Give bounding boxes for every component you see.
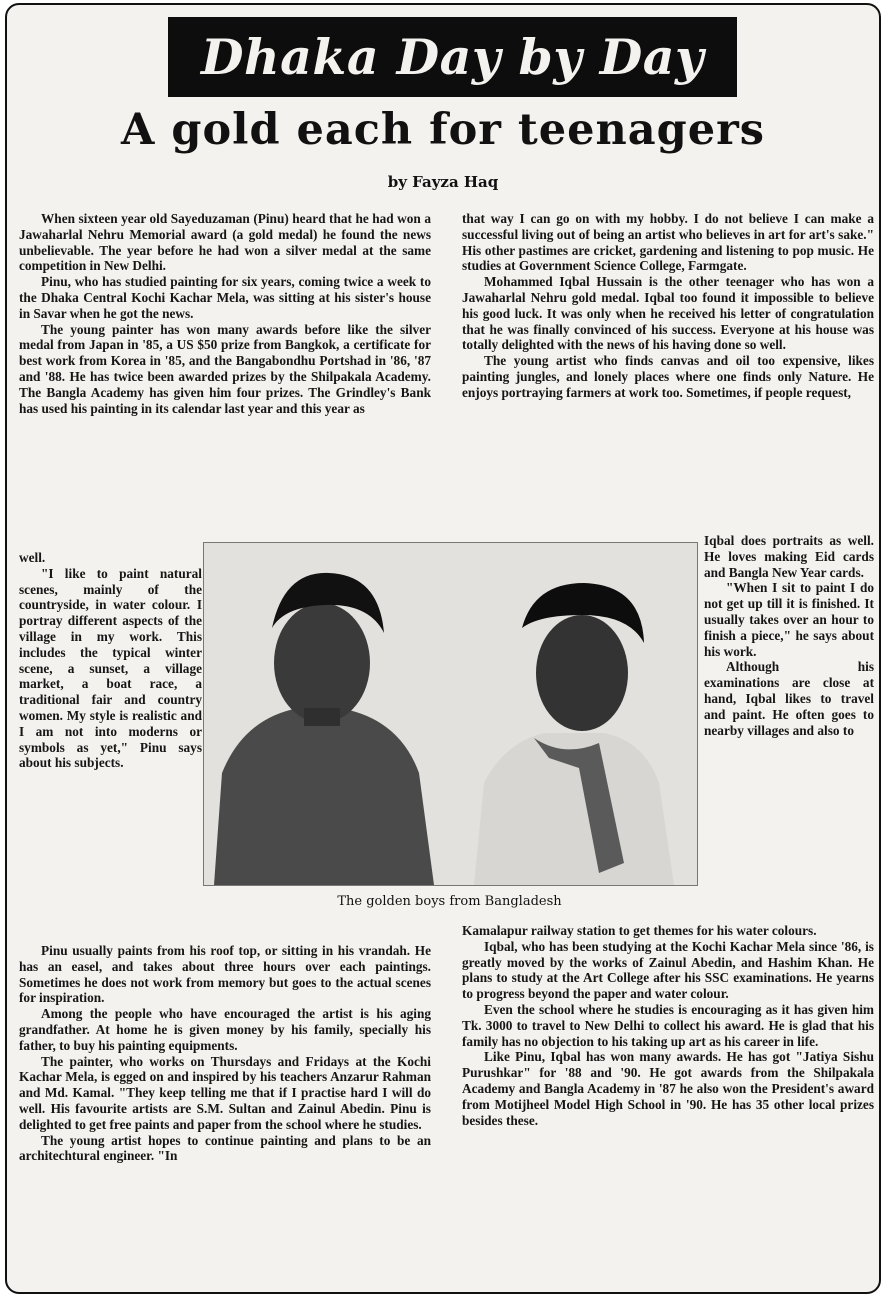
paragraph: Kamalapur railway station to get themes for his water colours. xyxy=(462,923,817,938)
paragraph: When sixteen year old Sayeduzaman (Pinu) heard that he had won a Jawaharlal Nehru Memorial award (a gold medal) he found the news unbelievable. The year before he had won a silver medal at the same competition in New Delhi. xyxy=(19,211,431,274)
paragraph: well. xyxy=(19,550,46,565)
newspaper-clipping xyxy=(5,3,881,1294)
paragraph: Like Pinu, Iqbal has won many awards. He has got "Jatiya Sishu Purushkar" for '88 and '90. He got awards from the Shilpakala Academy and Bangla Academy in '87 he also won the President's award from Motijheel Model High School in '90. He has 35 other local prizes besides these. xyxy=(462,1049,874,1128)
section-banner: Dhaka Day by Day xyxy=(168,17,737,97)
paragraph: "I like to paint natural scenes, mainly of the countryside, in water colour. I portray different aspects of the village in my work. This includes the typical winter scene, a sunset, a village market, a boat race, a traditional fair and country women. My style is realistic and I am not into moderns or symbols as yet," Pinu says about his subjects. xyxy=(19,565,202,771)
column-1-bottom xyxy=(19,943,431,1288)
photo-illustration xyxy=(204,543,697,885)
paragraph: Although his examinations are close at hand, Iqbal likes to travel and paint. He often goes to nearby villages and also to xyxy=(704,659,874,738)
column-1-top xyxy=(19,211,431,549)
paragraph: Iqbal, who has been studying at the Kochi Kachar Mela since '86, is greatly moved by the works of Zainul Abedin, and Hashim Khan. He plans to study at the Art College after his SSC examinations. He yearns to progress beyond the paper and water colour. xyxy=(462,938,874,1002)
column-2-wrap xyxy=(704,533,874,911)
paragraph: Pinu, who has studied painting for six years, coming twice a week to the Dhaka Central Kochi Kachar Mela, was sitting at his sister's house in Savar when he got the news. xyxy=(19,274,431,321)
byline: by Fayza Haq xyxy=(387,173,499,191)
paragraph: Iqbal does portraits as well. He loves making Eid cards and Bangla New Year cards. xyxy=(704,533,874,580)
paragraph: Mohammed Iqbal Hussain is the other teenager who has won a Jawaharlal Nehru gold medal. Iqbal too found it impossible to believe his good luck. It was only when he received his letter of congratulation that he was finally convinced of his success. Everyone at his house was totally delighted with the news of his having done so well. xyxy=(462,274,874,353)
paragraph: The young painter has won many awards before like the silver medal from Japan in '85, a US $50 prize from Bangkok, a certificate for best work from Korea in '85, and the Bangabondhu Portshad in '86, '87 and '88. He has twice been awarded prizes by the Shilpakala Academy. The Bangla Academy has given him four prizes. The Grindley's Bank has used his painting in its calendar last year and this year as xyxy=(19,321,431,416)
headline: A gold each for teenagers xyxy=(121,105,765,155)
paragraph: Among the people who have encouraged the artist is his aging grandfather. At home he is given money by his family, specially his father, to buy his painting equipments. xyxy=(19,1006,431,1053)
paragraph: that way I can go on with my hobby. I do not believe I can make a successful living out of being an artist who believes in art for art's sake." His other pastimes are cricket, gardening and listening to pop music. He studies at Government Science College, Farmgate. xyxy=(462,211,874,274)
paragraph: Pinu usually paints from his roof top, or sitting in his vrandah. He has an easel, and takes about three hours over each paintings. Sometimes he does not work from memory but goes to the actual scenes for inspiration. xyxy=(19,943,431,1006)
column-2-top xyxy=(462,211,874,533)
paragraph: "When I sit to paint I do not get up till it is finished. It usually takes over an hour to finish a piece," he says about his work. xyxy=(704,580,874,659)
paragraph: The young artist hopes to continue painting and plans to be an architechtural engineer. "In xyxy=(19,1132,431,1164)
photo-two-boys xyxy=(203,542,698,886)
paragraph: The young artist who finds canvas and oil too expensive, likes painting jungles, and lonely places where one finds only Nature. He enjoys portraying farmers at work too. Sometimes, if people request, xyxy=(462,353,874,400)
paragraph: The painter, who works on Thursdays and Fridays at the Kochi Kachar Mela, is egged on and inspired by his teachers Anzarur Rahman and Md. Kamal. "They keep telling me that if I practise hard I will do well. His favourite artists are S.M. Sultan and Zainul Abedin. Pinu is delighted to get free paints and paper from the school where he studies. xyxy=(19,1053,431,1132)
column-1-wrap xyxy=(19,550,202,922)
paragraph: Even the school where he studies is encouraging as it has given him Tk. 3000 to travel to New Delhi to collect his award. He is glad that his family has no objection to his taking up art as his career in life. xyxy=(462,1001,874,1049)
photo-caption: The golden boys from Bangladesh xyxy=(337,894,562,909)
column-2-bottom xyxy=(462,923,874,1288)
